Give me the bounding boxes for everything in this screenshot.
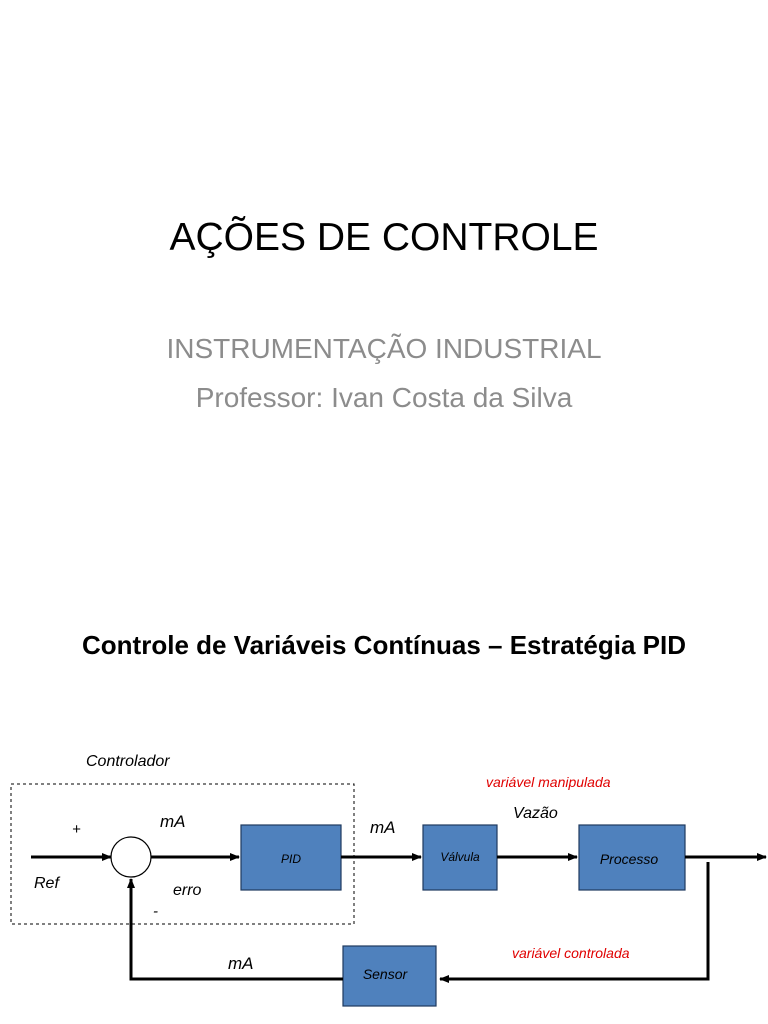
error-label: erro	[173, 882, 202, 899]
signal-ma-label-3: mA	[228, 954, 254, 973]
ref-label: Ref	[34, 875, 59, 892]
slide-title: AÇÕES DE CONTROLE	[169, 216, 599, 259]
plus-sign: +	[72, 821, 81, 838]
process-block-label: Processo	[599, 851, 659, 867]
section-title: Controle de Variáveis Contínuas – Estratégia PID	[82, 630, 686, 660]
signal-ma-label-2: mA	[370, 818, 396, 837]
course-name: INSTRUMENTAÇÃO INDUSTRIAL	[166, 333, 602, 364]
controlled-variable-label: variável controlada	[512, 945, 630, 961]
professor-name: Professor: Ivan Costa da Silva	[195, 382, 573, 413]
controller-label: Controlador	[86, 753, 170, 770]
sensor-block-label: Sensor	[362, 966, 408, 982]
pid-control-diagram	[0, 700, 768, 1024]
flow-label: Vazão	[513, 805, 558, 822]
summing-junction	[111, 837, 151, 877]
minus-sign: -	[153, 903, 158, 920]
signal-ma-label-1: mA	[160, 812, 186, 831]
valve-block-label: Válvula	[440, 850, 480, 864]
manipulated-variable-label: variável manipulada	[486, 774, 611, 790]
pid-block-label: PID	[280, 852, 302, 866]
